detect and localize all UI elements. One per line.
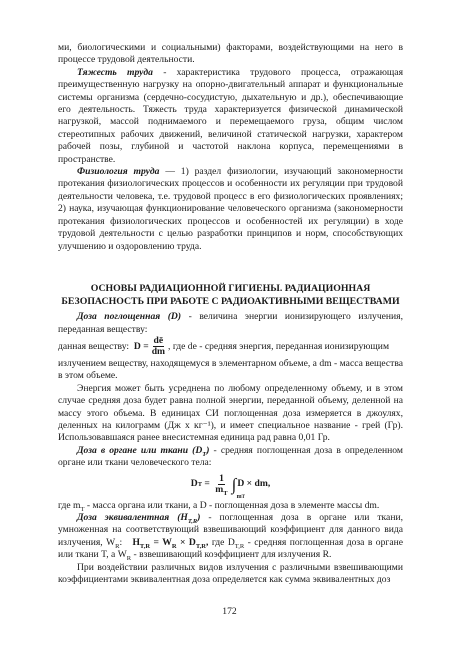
paragraph-equivalent-dose: Доза эквивалентная $(H_{T,R})$ - поглощенная доза в органе или ткани, умноженная на соответствующий взвешивающий коэффициент для данного вида излучения, $W_R$: $H_{T,R} = W_R \times D_{T,R}$, где $D_{T,R}$ - средняя поглощенная доза в органе или ткани T, а $W_R$ - взвешивающий коэффициент для излучения R. — [58, 511, 403, 563]
formula-absorbed-dose: данная веществу: D = $\frac{dē}{dm}$ , где de - средняя энергия, переданная ионизирующим — [58, 335, 390, 358]
paragraph-organ-dose-def: где $m_T$ - масса органа или ткани, а D - поглощенная доза в элементе массы dm. — [58, 499, 380, 513]
paragraph-energy-averaging: Энергия может быть усреднена по любому определенному объему, и в этом случае средняя доза будет равна полной энергии, переданной объему, деленной на массу этого объема. В единицах СИ поглощенная доза измеряется в джоулях, деленных на килограмм (Дж х кг⁻¹), и имеет специальное название - грей (Гр). Использовавшаяся ранее внесистемная единица рад равна 0,01 Гр. — [58, 382, 403, 444]
term-equivalent-dose: Доза эквивалентная $(H_{T,R})$ — [77, 511, 201, 525]
term-labor-physiology: Физиология труда — [77, 166, 160, 178]
text-column — [58, 42, 403, 586]
term-organ-dose: Доза в органе или ткани $(D_T)$ — [77, 444, 210, 458]
paragraph-continuation: ми, биологическими и социальными) факторами, воздействующими на него в процессе трудовой деятельности. — [58, 42, 403, 66]
formula-equivalent-dose: $H_{T,R} = W_R \times D_{T,R}$, — [132, 536, 209, 550]
formula-organ-dose: D T = $\frac{1}{m_T}$ ∫ mT D × dm, — [190, 473, 271, 501]
paragraph-labor-severity: Тяжесть труда - характеристика трудового процесса, отражающая преимущественную нагрузку на опорно-двигательный аппарат и функциональные системы организма (сердечно-сосудистую, дыхательную и др.), обеспечивающие его деятельность. Тяжесть труда характеризуется физической динамической нагрузкой, массой поднимаемого и перемещаемого груза, общим числом стереотипных рабочих движений, величиной статической нагрузки, характером рабочей позы, глубиной и частотой наклона корпуса, перемещениями в пространстве. — [58, 66, 403, 165]
paragraph-organ-dose: Доза в органе или ткани $(D_T)$ - средняя поглощенная доза в определенном органе или ткани человеческого тела: — [58, 444, 403, 469]
paragraph-absorbed-dose: Доза поглощенная (D) - величина энергии ионизирующего излучения, переданная веществу: — [58, 311, 403, 335]
page-number: 172 — [222, 606, 237, 617]
paragraph-multiple-radiation: При воздействии различных видов излучения с различными взвешивающими коэффициентами эквивалентная доза определяется как сумма эквивалентных доз — [58, 561, 403, 585]
term-absorbed-dose: Доза поглощенная (D) — [77, 311, 182, 323]
term-labor-severity: Тяжесть труда — [77, 66, 153, 78]
paragraph-absorbed-dose-cont: излучением веществу, находящемуся в элементарном объеме, а dm - масса вещества в этом объеме. — [58, 357, 403, 382]
paragraph-labor-physiology: Физиология труда — 1) раздел физиологии, изучающий закономерности протекания физиологических процессов и особенности их регуляции при трудовой деятельности человека, т.е. трудовой процесс в его физиологических проявлениях; 2) наука, изучающая функционирование человеческого организма (закономерности протекания физиологических процессов и особенностей их регуляции) в ходе трудовой деятельности с целью разработки принципов и норм, способствующих улучшению и оздоровлению труда. — [58, 166, 404, 252]
section-heading: ОСНОВЫ РАДИАЦИОННОЙ ГИГИЕНЫ. РАДИАЦИОННАЯ БЕЗОПАСНОСТЬ ПРИ РАБОТЕ С РАДИОАКТИВНЫМИ ВЕЩЕСТВАМИ — [61, 282, 400, 307]
